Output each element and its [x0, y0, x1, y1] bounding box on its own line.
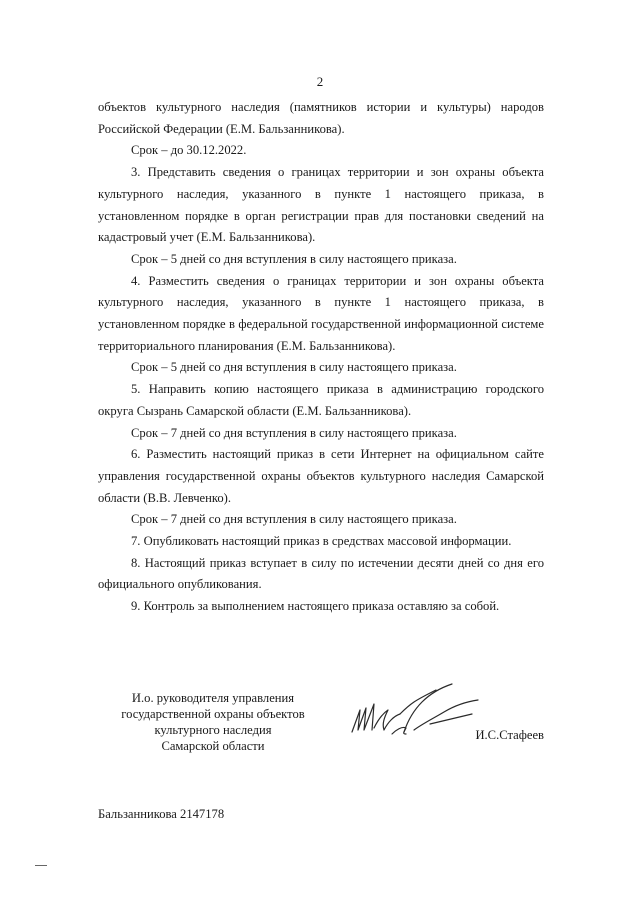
page-number: 2	[316, 74, 324, 89]
paragraph-deadline: Срок – 7 дней со дня вступления в силу настоящего приказа.	[131, 512, 457, 527]
paragraph-item-9: 9. Контроль за выполнением настоящего приказа оставляю за собой.	[131, 599, 500, 614]
paragraph-deadline: Срок – 5 дней со дня вступления в силу настоящего приказа.	[131, 360, 457, 375]
paragraph-continuation: объектов культурного наследия (памятников истории и культуры) народов Российской Федерации (Е.М. Бальзанникова).	[98, 100, 544, 136]
signatory-title-line: культурного наследия	[154, 723, 272, 737]
paragraph-deadline: Срок – 7 дней со дня вступления в силу настоящего приказа.	[131, 425, 457, 440]
paragraph-item-7: 7. Опубликовать настоящий приказ в средствах массовой информации.	[131, 534, 512, 549]
document-body	[98, 97, 544, 618]
signatory-title-line: И.о. руководителя управления	[131, 691, 295, 705]
paragraph-deadline: Срок – 5 дней со дня вступления в силу настоящего приказа.	[131, 251, 457, 266]
executor-contact: Бальзанникова 2147178	[98, 807, 225, 821]
paragraph-item-4: 4. Разместить сведения о границах территории и зон охраны объекта культурного наследия, указанного в пункте 1 настоящего приказа, в установленном порядке в федеральной государственной информационной системе территориального планирования (Е.М. Бальзанникова).	[98, 273, 544, 353]
signatory-title	[98, 690, 328, 754]
paragraph-item-8: 8. Настоящий приказ вступает в силу по истечении десяти дней со дня его официального опубликования.	[98, 555, 544, 592]
signatory-name: И.С.Стафеев	[475, 728, 544, 742]
paragraph-deadline: Срок – до 30.12.2022.	[131, 143, 247, 158]
signatory-title-line: государственной охраны объектов	[121, 707, 305, 721]
margin-mark	[35, 865, 47, 866]
paragraph-item-5: 5. Направить копию настоящего приказа в администрацию городского округа Сызрань Самарской области (Е.М. Бальзанникова).	[98, 382, 544, 418]
handwritten-signature	[344, 680, 494, 750]
signature-block	[98, 690, 544, 770]
paragraph-item-6: 6. Разместить настоящий приказ в сети Интернет на официальном сайте управления государственной охраны объектов культурного наследия Самарской области (В.В. Левченко).	[98, 447, 544, 505]
signatory-title-line: Самарской области	[161, 739, 265, 753]
paragraph-item-3: 3. Представить сведения о границах территории и зон охраны объекта культурного наследия, указанного в пункте 1 настоящего приказа, в установленном порядке в орган регистрации прав для постановки сведений на кадастровый учет (Е.М. Бальзанникова).	[98, 165, 544, 245]
